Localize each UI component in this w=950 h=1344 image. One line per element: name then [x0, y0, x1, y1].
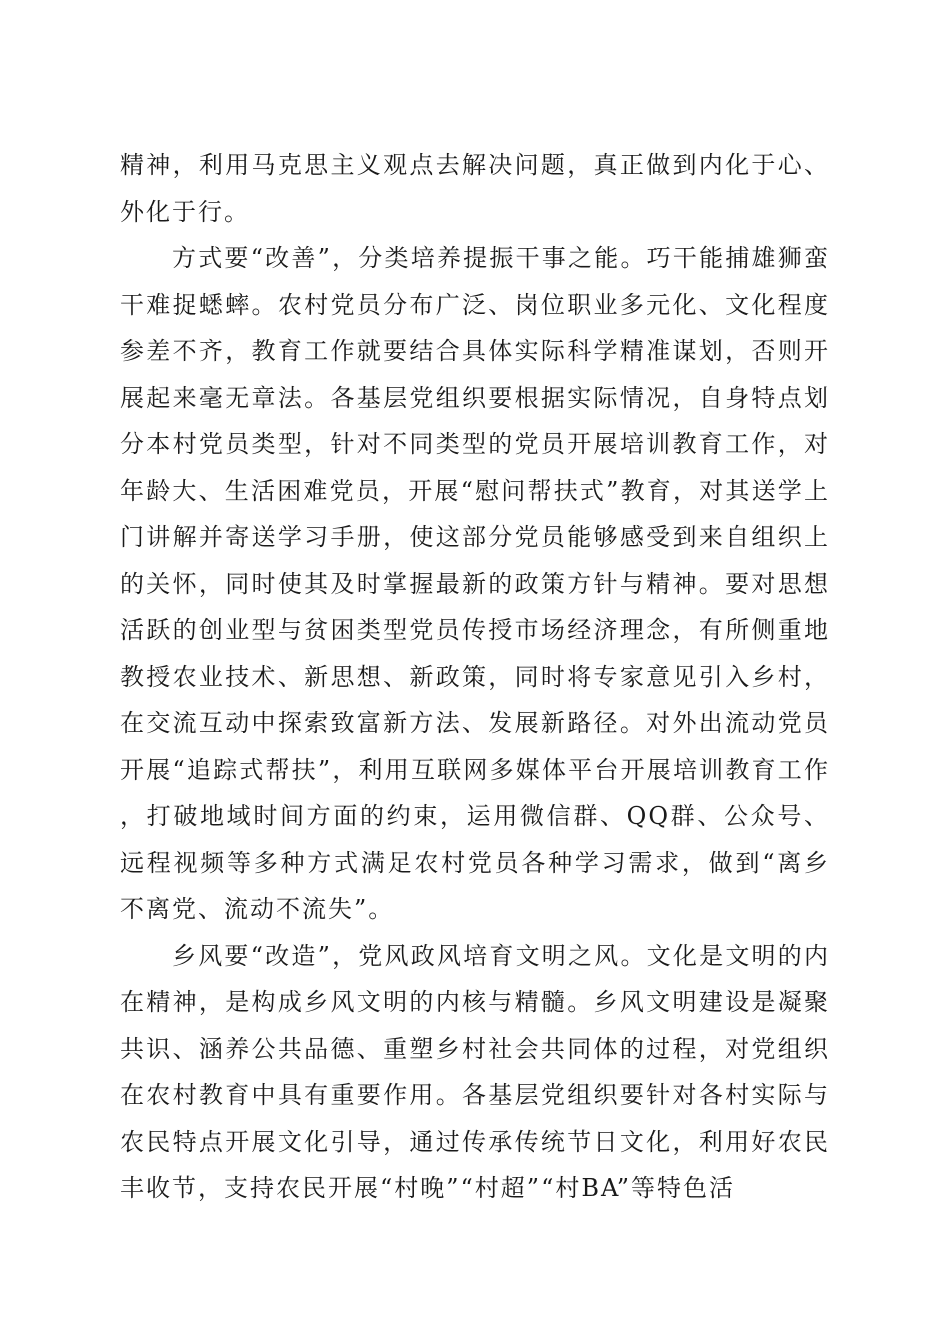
document-page [120, 142, 830, 1212]
paragraph-method-improvement: 方式要“改善”，分类培养提振干事之能。巧干能捕雄狮蛮干难捉蟋蟀。农村党员分布广泛、岗位职业多元化、文化程度参差不齐，教育工作就要结合具体实际科学精准谋划，否则开展起来毫无章法。各基层党组织要根据实际情况，自身特点划分本村党员类型，针对不同类型的党员开展培训教育工作，对年龄大、生活困难党员，开展“慰问帮扶式”教育，对其送学上门讲解并寄送学习手册，使这部分党员能够感受到来自组织上的关怀，同时使其及时掌握最新的政策方针与精神。要对思想活跃的创业型与贫困类型党员传授市场经济理念，有所侧重地教授农业技术、新思想、新政策，同时将专家意见引入乡村，在交流互动中探索致富新方法、发展新路径。对外出流动党员开展“追踪式帮扶”，利用互联网多媒体平台开展培训教育工作，打破地域时间方面的约束，运用微信群、QQ群、公众号、远程视频等多种方式满足农村党员各种学习需求，做到“离乡不离党、流动不流失”。 [120, 244, 830, 923]
paragraph-rural-customs: 乡风要“改造”，党风政风培育文明之风。文化是文明的内在精神，是构成乡风文明的内核与精髓。乡风文明建设是凝聚共识、涵养公共品德、重塑乡村社会共同体的过程，对党组织在农村教育中具有重要作用。各基层党组织要针对各村实际与农民特点开展文化引导，通过传承传统节日文化，利用好农民丰收节，支持农民开展“村晚”“村超”“村BA”等特色活 [120, 941, 830, 1202]
paragraph-continuation: 精神，利用马克思主义观点去解决问题，真正做到内化于心、外化于行。 [120, 151, 830, 226]
